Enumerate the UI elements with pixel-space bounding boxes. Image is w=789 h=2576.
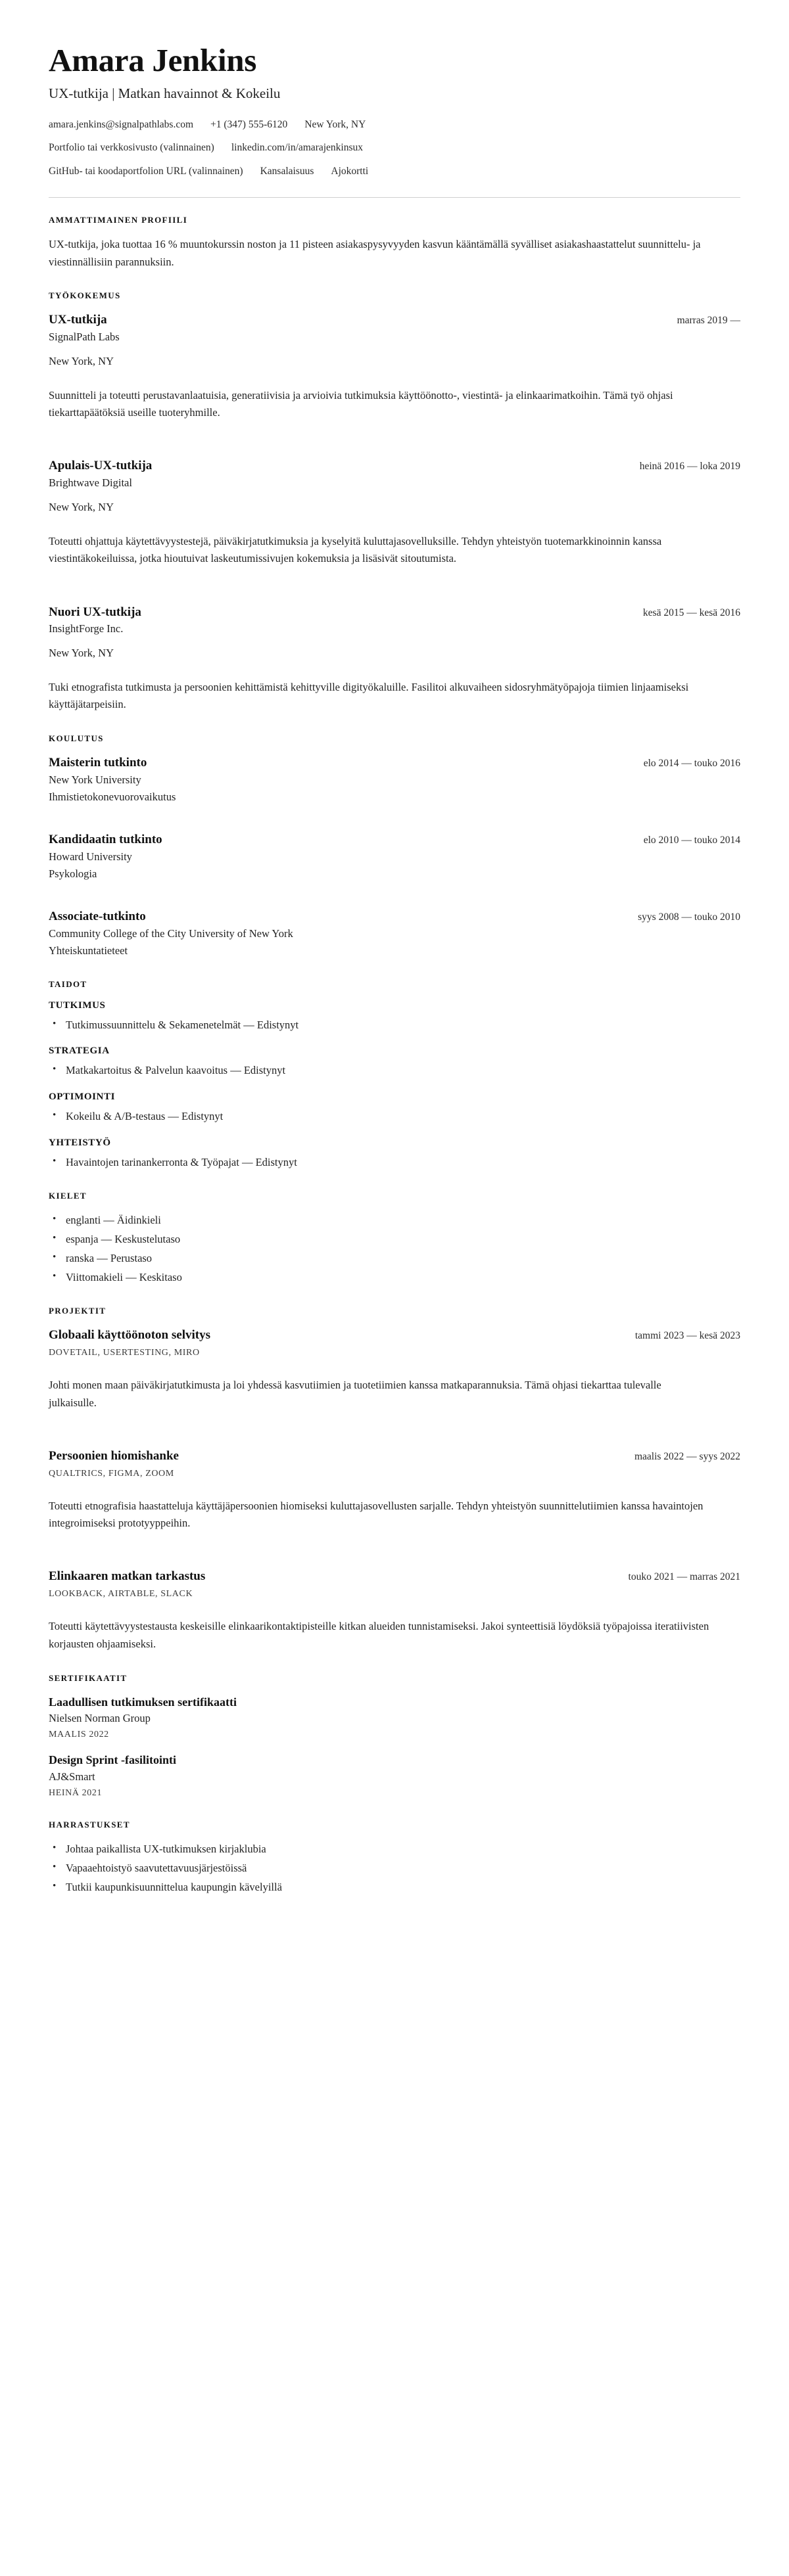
education-field: Psykologia: [49, 867, 97, 880]
contact-phone[interactable]: +1 (347) 555-6120: [210, 119, 288, 131]
contact-row-1: [49, 117, 740, 132]
section-hobbies: [49, 1820, 740, 1896]
education-degree: Associate-tutkinto: [49, 909, 146, 924]
skill-list: [49, 1154, 740, 1172]
project-date: tammi 2023 — kesä 2023: [634, 1330, 740, 1342]
section-languages: [49, 1191, 740, 1286]
experience-date: marras 2019 —: [677, 315, 740, 327]
project-tools: DOVETAIL, USERTESTING, MIRO: [49, 1347, 200, 1358]
section-title-certifications: SERTIFIKAATIT: [49, 1672, 128, 1683]
education-school: New York University: [49, 773, 141, 786]
certification-entry: [49, 1694, 740, 1742]
hobby-item: • Vapaaehtoistyö saavutettavuusjärjestöissä: [49, 1860, 740, 1877]
skill-item: • Kokeilu & A/B-testaus — Edistynyt: [49, 1108, 740, 1126]
contact-row-3: [49, 164, 740, 179]
entry-spacer: [49, 1543, 740, 1568]
section-title-skills: TAIDOT: [49, 978, 87, 989]
education-date: elo 2010 — touko 2014: [643, 835, 740, 846]
skill-group: [49, 1092, 740, 1126]
education-entry: [49, 908, 740, 959]
experience-entry-head: [49, 311, 740, 329]
experience-date: heinä 2016 — loka 2019: [639, 461, 740, 472]
section-title-projects: PROJEKTIT: [49, 1306, 107, 1316]
project-name: Elinkaaren matkan tarkastus: [49, 1569, 206, 1584]
section-profile: [49, 215, 740, 271]
project-name: Globaali käyttöönoton selvitys: [49, 1328, 210, 1343]
section-projects: [49, 1306, 740, 1653]
contact-github[interactable]: GitHub- tai koodaportfolion URL (valinnainen): [49, 165, 243, 177]
skill-item: • Havaintojen tarinankerronta & Työpajat — Edistynyt: [49, 1154, 740, 1172]
experience-description: Toteutti ohjattuja käytettävyystestejä, päiväkirjatutkimuksia ja kyselyitä kuluttajasovelluksille. Tehdyn yhteistyön tuotemarkkinoinnin kanssa viestintäkokeiluissa, jotka hioutuivat laskeutumissivujen kokemuksia ja lisäsivät sitoutumista.: [49, 534, 662, 565]
certification-name: Laadullisen tutkimuksen sertifikaatti: [49, 1695, 237, 1709]
certification-entry: [49, 1752, 740, 1800]
project-date: maalis 2022 — syys 2022: [634, 1450, 740, 1462]
certification-name: Design Sprint -fasilitointi: [49, 1753, 177, 1767]
project-entry: [49, 1568, 740, 1653]
education-degree: Maisterin tutkinto: [49, 756, 147, 770]
skill-list: [49, 1017, 740, 1034]
certification-date: HEINÄ 2021: [49, 1788, 103, 1799]
contact-portfolio[interactable]: Portfolio tai verkkosivusto (valinnainen): [49, 142, 214, 154]
project-entry-head: [49, 1448, 740, 1465]
experience-date: kesä 2015 — kesä 2016: [642, 607, 740, 618]
project-description: Toteutti etnografisia haastatteluja käyttäjäpersoonien hiomiseksi kuluttajasovellusten sarjalle. Tehdyn yhteistyön suunnittelutiimien kanssa havaintojen integroimiseksi prototyyppeihin.: [49, 1499, 704, 1530]
language-item: • englanti — Äidinkieli: [49, 1212, 740, 1230]
experience-location: New York, NY: [49, 500, 114, 513]
experience-entry: [49, 604, 740, 714]
header-divider: [49, 197, 740, 198]
section-title-hobbies: HARRASTUKSET: [49, 1820, 130, 1830]
entry-spacer: [49, 1423, 740, 1448]
skill-category: OPTIMOINTI: [49, 1091, 116, 1102]
project-entry: [49, 1327, 740, 1412]
contact-location: New York, NY: [304, 119, 366, 131]
resume-header: [49, 43, 740, 179]
project-entry-head: [49, 1327, 740, 1344]
candidate-name: Amara Jenkins: [49, 42, 256, 78]
hobby-item: • Johtaa paikallista UX-tutkimuksen kirjaklubia: [49, 1841, 740, 1858]
language-item: • ranska — Perustaso: [49, 1250, 740, 1268]
hobby-item: • Tutkii kaupunkisuunnittelua kaupungin kävelyillä: [49, 1879, 740, 1897]
experience-role: Nuori UX-tutkija: [49, 605, 141, 619]
experience-description: Suunnitteli ja toteutti perustavanlaatuisia, generatiivisia ja arvioivia tutkimuksia käyttöönotto-, viestintä- ja elinkaarimatkoihin. Tämä työ ohjasi tiekarttapäätöksiä useille tuoteryhmille.: [49, 388, 673, 419]
project-description: Johti monen maan päiväkirjatutkimusta ja loi yhdessä kasvutiimien ja tuotetiimien kanssa matkaparannuksia. Tämä ohjasi tiekarttaa tulevalle julkaisulle.: [49, 1378, 661, 1409]
education-field: Ihmistietokonevuorovaikutus: [49, 790, 176, 803]
project-tools: QUALTRICS, FIGMA, ZOOM: [49, 1468, 174, 1479]
certification-issuer: AJ&Smart: [49, 1770, 95, 1783]
experience-entry-head: [49, 604, 740, 621]
experience-entry: [49, 311, 740, 422]
hobby-list: [49, 1841, 740, 1896]
section-skills: [49, 979, 740, 1172]
education-date: syys 2008 — touko 2010: [638, 911, 740, 923]
experience-role: Apulais-UX-tutkija: [49, 459, 153, 473]
project-description: Toteutti käytettävyystestausta keskeisille elinkaarikontaktipisteille kitkan alueiden tunnistamiseksi. Jakoi synteettisiä löydöksiä työpajoissa iteratiivisten korjausten ohjaamiseksi.: [49, 1620, 709, 1650]
contact-linkedin[interactable]: linkedin.com/in/amarajenkinsux: [231, 142, 364, 154]
entry-spacer: [49, 432, 740, 457]
experience-company: InsightForge Inc.: [49, 622, 124, 635]
education-entry-head: [49, 831, 740, 848]
education-entry-head: [49, 908, 740, 925]
language-list: [49, 1212, 740, 1286]
education-entry: [49, 754, 740, 805]
education-entry: [49, 831, 740, 882]
project-name: Persoonien hiomishanke: [49, 1448, 179, 1463]
experience-entry: [49, 457, 740, 568]
section-certifications: [49, 1673, 740, 1801]
experience-location: New York, NY: [49, 646, 114, 659]
education-school: Community College of the City University of New York: [49, 927, 293, 940]
section-title-experience: TYÖKOKEMUS: [49, 290, 121, 301]
skill-item: • Tutkimussuunnittelu & Sekamenetelmät — Edistynyt: [49, 1017, 740, 1034]
skill-category: YHTEISTYÖ: [49, 1137, 111, 1148]
project-entry-head: [49, 1568, 740, 1585]
section-experience: [49, 290, 740, 714]
education-field: Yhteiskuntatieteet: [49, 944, 128, 957]
profile-summary-text: UX-tutkija, joka tuottaa 16 % muuntokurssin noston ja 11 pisteen asiakaspysyvyyden kasvun kääntämällä syvälliset asiakashaastattelut suunnittelu- ja viestinnällisiin parannuksiin.: [49, 237, 701, 268]
experience-company: SignalPath Labs: [49, 331, 120, 344]
experience-description: Tuki etnografista tutkimusta ja persoonien kehittämistä kehittyville digityökaluille. Fasilitoi alkuvaiheen sidosryhmätyöpajoja tiimien linjaamiseksi käyttäjätarpeisiin.: [49, 680, 689, 711]
contact-driving-license: Ajokortti: [331, 165, 369, 177]
skill-group: [49, 1138, 740, 1172]
entry-spacer: [49, 888, 740, 908]
entry-spacer: [49, 579, 740, 604]
certification-issuer: Nielsen Norman Group: [49, 1711, 151, 1724]
experience-company: Brightwave Digital: [49, 476, 132, 490]
skill-group: [49, 1046, 740, 1080]
experience-entry-head: [49, 457, 740, 474]
section-title-profile: AMMATTIMAINEN PROFIILI: [49, 214, 188, 225]
contact-email[interactable]: amara.jenkins@signalpathlabs.com: [49, 119, 194, 131]
skill-category: TUTKIMUS: [49, 1000, 106, 1011]
education-entry-head: [49, 754, 740, 771]
skill-list: [49, 1108, 740, 1126]
education-date: elo 2014 — touko 2016: [643, 758, 740, 770]
entry-spacer: [49, 812, 740, 831]
contact-nationality: Kansalaisuus: [260, 165, 314, 177]
experience-location: New York, NY: [49, 354, 114, 367]
language-item: • espanja — Keskustelutaso: [49, 1231, 740, 1249]
section-education: [49, 733, 740, 959]
skill-category: STRATEGIA: [49, 1046, 110, 1057]
candidate-headline: UX-tutkija | Matkan havainnot & Kokeilu: [49, 85, 281, 101]
certification-date: MAALIS 2022: [49, 1730, 109, 1740]
skill-list: [49, 1062, 740, 1080]
contact-row-2: [49, 140, 740, 155]
language-item: • Viittomakieli — Keskitaso: [49, 1269, 740, 1287]
education-degree: Kandidaatin tutkinto: [49, 833, 162, 847]
section-title-languages: KIELET: [49, 1191, 87, 1201]
experience-role: UX-tutkija: [49, 313, 107, 327]
project-tools: LOOKBACK, AIRTABLE, SLACK: [49, 1589, 193, 1599]
project-date: touko 2021 — marras 2021: [628, 1571, 740, 1583]
skill-item: • Matkakartoitus & Palvelun kaavoitus — Edistynyt: [49, 1062, 740, 1080]
section-title-education: KOULUTUS: [49, 733, 104, 744]
skill-group: [49, 1000, 740, 1034]
education-school: Howard University: [49, 850, 132, 863]
project-entry: [49, 1448, 740, 1532]
